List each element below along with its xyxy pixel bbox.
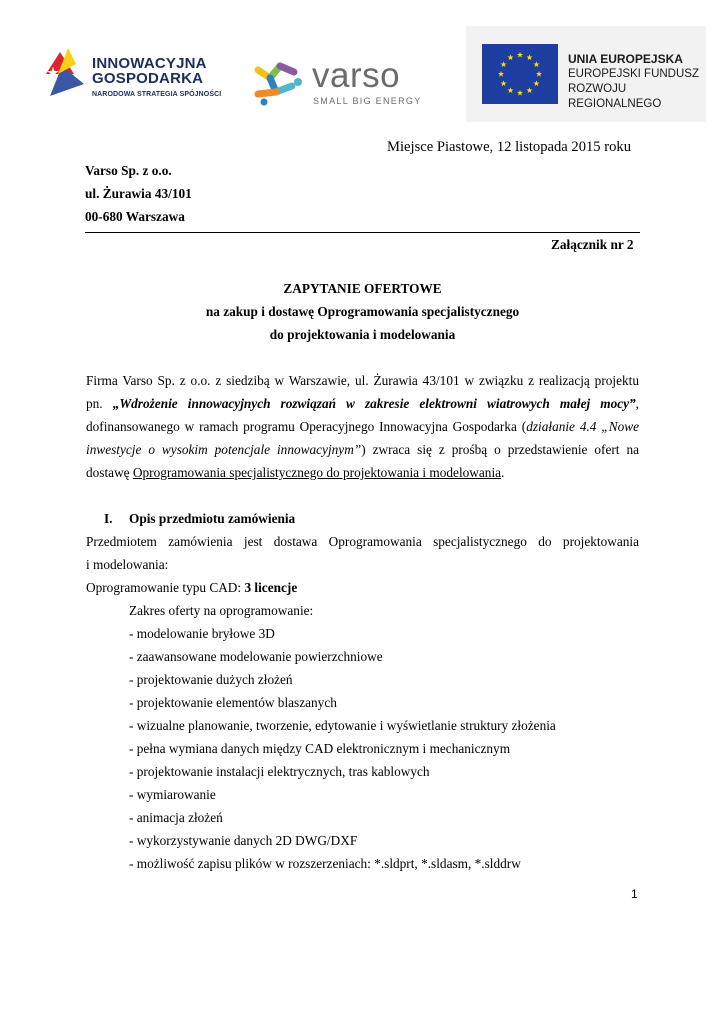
- intro-action-end: inwestycje o wysokim potencjale innowacyjnym”: [86, 442, 362, 457]
- ig-line3: NARODOWA STRATEGIA SPÓJNOŚCI: [92, 91, 222, 98]
- list-item: - animacja złożeń: [129, 810, 223, 825]
- intro-action-start: działanie 4.4 „Nowe: [526, 419, 639, 434]
- header-divider: [85, 232, 640, 233]
- intro-period: .: [501, 465, 505, 480]
- eu-logo: [466, 26, 706, 122]
- intro-program: dofinansowanego w ramach programu Operacyjnego Innowacyjna Gospodarka (: [86, 419, 527, 434]
- ig-line1: INNOWACYJNA: [92, 55, 207, 72]
- company-city: 00-680 Warszawa: [85, 209, 185, 224]
- list-item: - modelowanie bryłowe 3D: [129, 626, 275, 641]
- intro-request: ) zwraca się z prośbą o przedstawienie ofert na: [361, 442, 639, 457]
- section1-para-line1: [86, 534, 639, 550]
- scope-heading: Zakres oferty na oprogramowanie:: [129, 603, 314, 618]
- list-item: - możliwość zapisu plików w rozszerzeniach: *.sldprt, *.sldasm, *.slddrw: [129, 856, 521, 871]
- cad-licences: 3 licencje: [244, 580, 298, 595]
- intro-line5: [86, 465, 504, 481]
- list-item: - wizualne planowanie, tworzenie, edytowanie i wyświetlanie struktury złożenia: [129, 718, 556, 733]
- section1-para-line2: i modelowania:: [86, 557, 169, 572]
- document-subtitle-line1: na zakup i dostawę Oprogramowania specjalistycznego: [205, 304, 520, 319]
- place-date: Miejsce Piastowe, 12 listopada 2015 roku: [387, 139, 632, 155]
- intro-line2: [86, 396, 639, 412]
- intro-comma: ,: [635, 396, 639, 411]
- intro-line4: [86, 442, 639, 458]
- eu-line1: UNIA EUROPEJSKA: [568, 52, 683, 66]
- innowacyjna-gospodarka-logo: [44, 44, 254, 100]
- eu-line3: ROZWOJU REGIONALNEGO: [568, 83, 662, 110]
- intro-delivery: dostawę: [86, 465, 133, 480]
- scope-list: [129, 626, 556, 879]
- varso-tagline: SMALL BIG ENERGY: [313, 96, 422, 106]
- innowacyjna-gospodarka-emblem-icon: [44, 44, 90, 100]
- varso-logo: [250, 54, 430, 110]
- eu-flag-icon: [482, 44, 558, 104]
- varso-wordmark: varso: [312, 56, 401, 95]
- ig-line2: GOSPODARKA: [92, 70, 204, 87]
- intro-line1: [86, 373, 639, 389]
- section1-number: I.: [104, 511, 113, 526]
- document-subtitle-line2: do projektowania i modelowania: [269, 327, 456, 342]
- page-number: 1: [631, 887, 638, 901]
- company-name: Varso Sp. z o.o.: [85, 163, 172, 178]
- company-street: ul. Żurawia 43/101: [85, 186, 192, 201]
- intro-line1-text: Firma Varso Sp. z o.o. z siedzibą w Warszawie, ul. Żurawia 43/101 w związku z realizacją projektu: [86, 373, 639, 388]
- list-item: - zaawansowane modelowanie powierzchniowe: [129, 649, 383, 664]
- cad-line: [86, 580, 297, 596]
- list-item: - wymiarowanie: [129, 787, 216, 802]
- eu-line2: EUROPEJSKI FUNDUSZ: [568, 68, 699, 80]
- project-name: „Wdrożenie innowacyjnych rozwiązań w zakresie elektrowni wiatrowych małej mocy”: [112, 396, 636, 411]
- section1-para-text: Przedmiotem zamówienia jest dostawa Oprogramowania specjalistycznego do projektowania: [86, 534, 639, 549]
- intro-line3: [86, 419, 639, 435]
- list-item: - projektowanie instalacji elektrycznych, tras kablowych: [129, 764, 430, 779]
- document-title: ZAPYTANIE OFERTOWE: [283, 281, 442, 296]
- section1-heading: Opis przedmiotu zamówienia: [129, 511, 296, 526]
- cad-label: Oprogramowanie typu CAD:: [86, 580, 245, 595]
- attachment-label: Załącznik nr 2: [551, 237, 634, 252]
- intro-pn: pn.: [86, 396, 113, 411]
- list-item: - wykorzystywanie danych 2D DWG/DXF: [129, 833, 358, 848]
- varso-dots-icon: [250, 56, 306, 106]
- list-item: - pełna wymiana danych między CAD elektronicznym i mechanicznym: [129, 741, 511, 756]
- intro-subject-link: Oprogramowania specjalistycznego do projektowania i modelowania: [132, 465, 502, 480]
- list-item: - projektowanie dużych złożeń: [129, 672, 293, 687]
- list-item: - projektowanie elementów blaszanych: [129, 695, 337, 710]
